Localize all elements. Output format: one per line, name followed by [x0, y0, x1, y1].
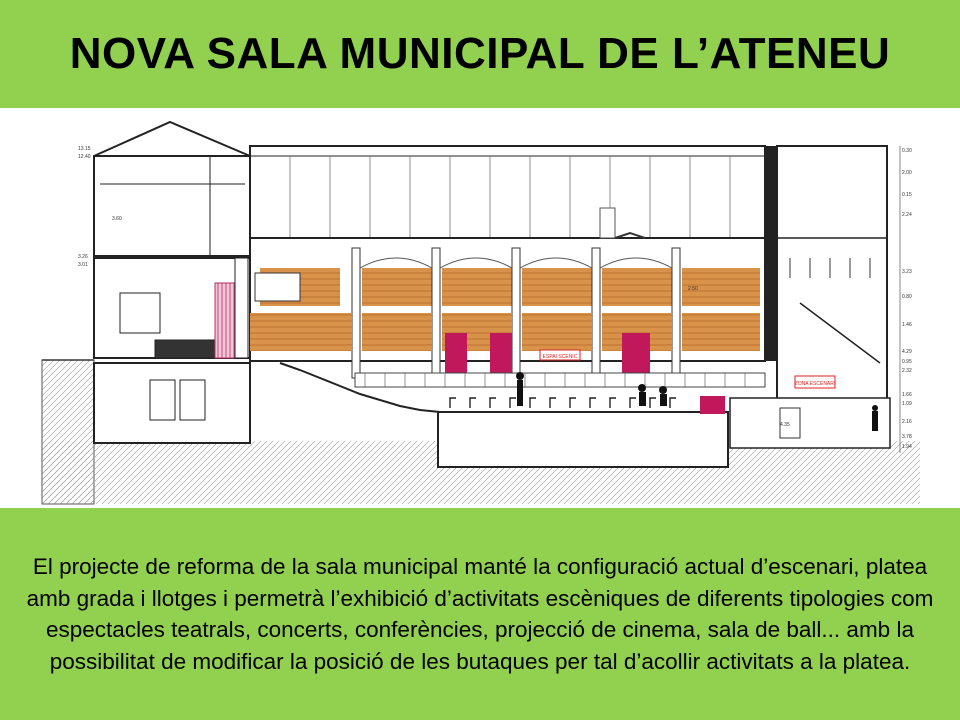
right-dimensions [900, 146, 912, 453]
svg-text:3.26: 3.26 [78, 254, 88, 260]
svg-text:2.24: 2.24 [902, 212, 912, 218]
center-sign-label: ESPAI SCENIC [542, 354, 578, 360]
page-title: NOVA SALA MUNICIPAL DE L’ATENEU [69, 29, 891, 78]
svg-text:1.66: 1.66 [902, 392, 912, 398]
svg-text:0.80: 0.80 [902, 294, 912, 300]
right-sign-label: ZONA ESCENARI [794, 381, 836, 387]
title-banner [0, 0, 960, 108]
left-dimensions [78, 146, 91, 268]
svg-text:2.32: 2.32 [902, 368, 912, 374]
left-block [94, 122, 250, 443]
svg-text:1.46: 1.46 [902, 322, 912, 328]
svg-text:1.94: 1.94 [902, 444, 912, 450]
svg-text:3.60: 3.60 [112, 216, 122, 222]
main-hall [250, 146, 765, 467]
architectural-section-svg [0, 108, 960, 508]
svg-text:2.50: 2.50 [688, 286, 698, 292]
svg-text:4.29: 4.29 [902, 349, 912, 355]
svg-text:3.23: 3.23 [902, 269, 912, 275]
svg-text:0.15: 0.15 [902, 192, 912, 198]
section-drawing [0, 108, 960, 508]
svg-text:4.35: 4.35 [780, 422, 790, 428]
svg-text:12.40: 12.40 [78, 154, 91, 160]
svg-text:13.15: 13.15 [78, 146, 91, 152]
svg-text:0.30: 0.30 [902, 148, 912, 154]
description-banner [0, 508, 960, 720]
svg-text:1.09: 1.09 [902, 401, 912, 407]
svg-text:3.78: 3.78 [902, 434, 912, 440]
svg-text:0.95: 0.95 [902, 359, 912, 365]
svg-text:2.00: 2.00 [902, 170, 912, 176]
svg-text:2.16: 2.16 [902, 419, 912, 425]
description-text: El projecte de reforma de la sala municipal manté la configuració actual d’escenari, platea amb grada i llotges i permetrà l’exhibició d’activitats escèniques de diferents tipologies com espectacles teatrals, concerts, conferències, projecció de cinema, sala de ball... amb la possibilitat de modificar la posició de les butaques per tal d’acollir activitats a la platea. [26, 554, 934, 674]
svg-text:3.01: 3.01 [78, 262, 88, 268]
